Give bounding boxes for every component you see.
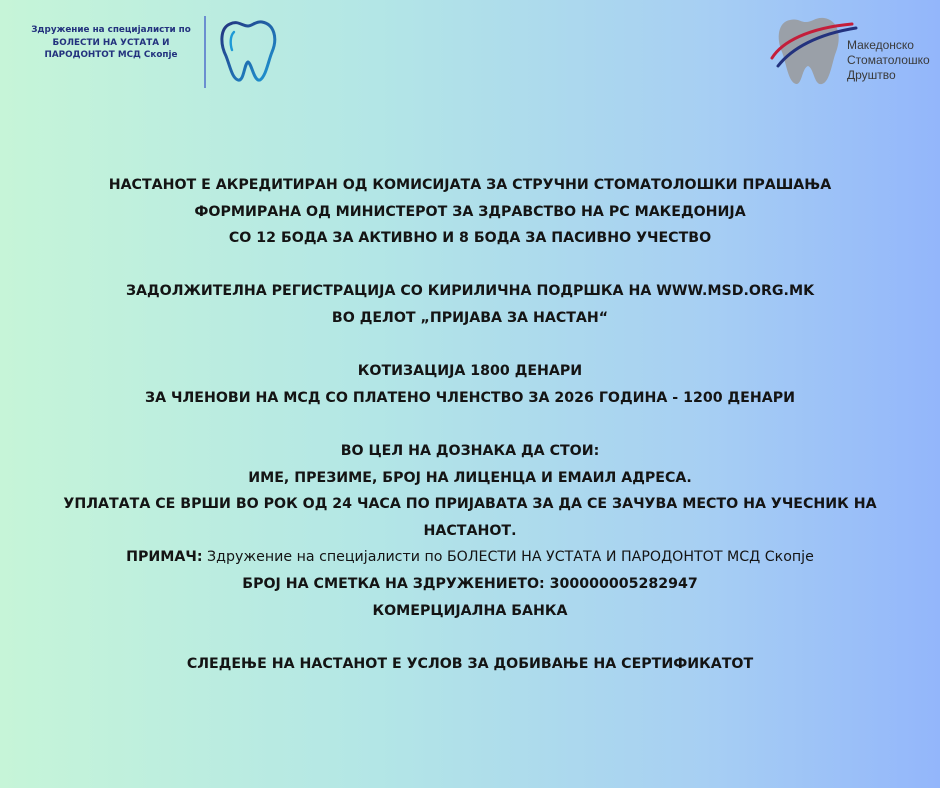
logo-right [768, 12, 928, 92]
spacer [20, 411, 920, 438]
logo-right-line: Друштво [847, 68, 896, 82]
logo-left-line: БОЛЕСТИ НА УСТАТА И [52, 37, 170, 48]
fee-line: ЗА ЧЛЕНОВИ НА МСД СО ПЛАТЕНО ЧЛЕНСТВО ЗА 2026 ГОДИНА - 1200 ДЕНАРИ [145, 389, 795, 406]
payment-purpose-label: ВО ЦЕЛ НА ДОЗНАКА ДА СТОИ: [340, 442, 600, 459]
bank-account: БРОЈ НА СМЕТКА НА ЗДРУЖЕНИЕТО: 300000005282947 [242, 575, 698, 592]
accreditation-line: ФОРМИРАНА ОД МИНИСТЕРОТ ЗА ЗДРАВСТВО НА РС МАКЕДОНИЈА [194, 203, 746, 220]
registration-line: ЗАДОЛЖИТЕЛНА РЕГИСТРАЦИЈА СО КИРИЛИЧНА ПОДРШКА НА WWW.MSD.ORG.MK [125, 283, 815, 300]
logo-right-line: Македонско [847, 38, 914, 52]
payment-recipient [20, 544, 920, 571]
spacer [20, 332, 920, 359]
tooth-outline-icon [216, 14, 280, 86]
recipient-value: Здружение на специјалисти по БОЛЕСТИ НА УСТАТА И ПАРОДОНТОТ МСД Скопје [202, 549, 814, 566]
certificate-note: СЛЕДЕЊЕ НА НАСТАНОТ Е УСЛОВ ЗА ДОБИВАЊЕ НА СЕРТИФИКАТОТ [186, 655, 754, 672]
bank-name: КОМЕРЦИЈАЛНА БАНКА [372, 602, 568, 619]
logo-right-line: Стоматолошко [847, 53, 930, 67]
logo-left-line: ПАРОДОНТОТ МСД Скопје [44, 50, 178, 60]
announcement-body [20, 172, 920, 677]
logo-left [18, 22, 288, 92]
fee-line: КОТИЗАЦИЈА 1800 ДЕНАРИ [357, 363, 583, 380]
logo-divider [204, 16, 206, 88]
accreditation-line: НАСТАНОТ Е АКРЕДИТИРАН ОД КОМИСИЈАТА ЗА СТРУЧНИ СТОМАТОЛОШКИ ПРАШАЊА [108, 177, 832, 193]
spacer [20, 252, 920, 279]
logo-left-text [18, 24, 204, 62]
logo-right-text [847, 38, 930, 83]
accreditation-line: СО 12 БОДА ЗА АКТИВНО И 8 БОДА ЗА ПАСИВНО УЧЕСТВО [228, 230, 712, 247]
registration-line: ВО ДЕЛОТ „ПРИЈАВА ЗА НАСТАН“ [331, 309, 609, 326]
payment-deadline: НАСТАНОТ. [423, 522, 517, 539]
payment-deadline: УПЛАТАТА СЕ ВРШИ ВО РОК ОД 24 ЧАСА ПО ПРИЈАВАТА ЗА ДА СЕ ЗАЧУВА МЕСТО НА УЧЕСНИК НА [63, 496, 877, 513]
logo-left-line: Здружение на специјалисти по [31, 25, 191, 35]
payment-purpose-fields: ИМЕ, ПРЕЗИМЕ, БРОЈ НА ЛИЦЕНЦА И ЕМАИЛ АДРЕСА. [248, 469, 692, 486]
spacer [20, 624, 920, 651]
recipient-label: ПРИМАЧ: [126, 549, 203, 566]
